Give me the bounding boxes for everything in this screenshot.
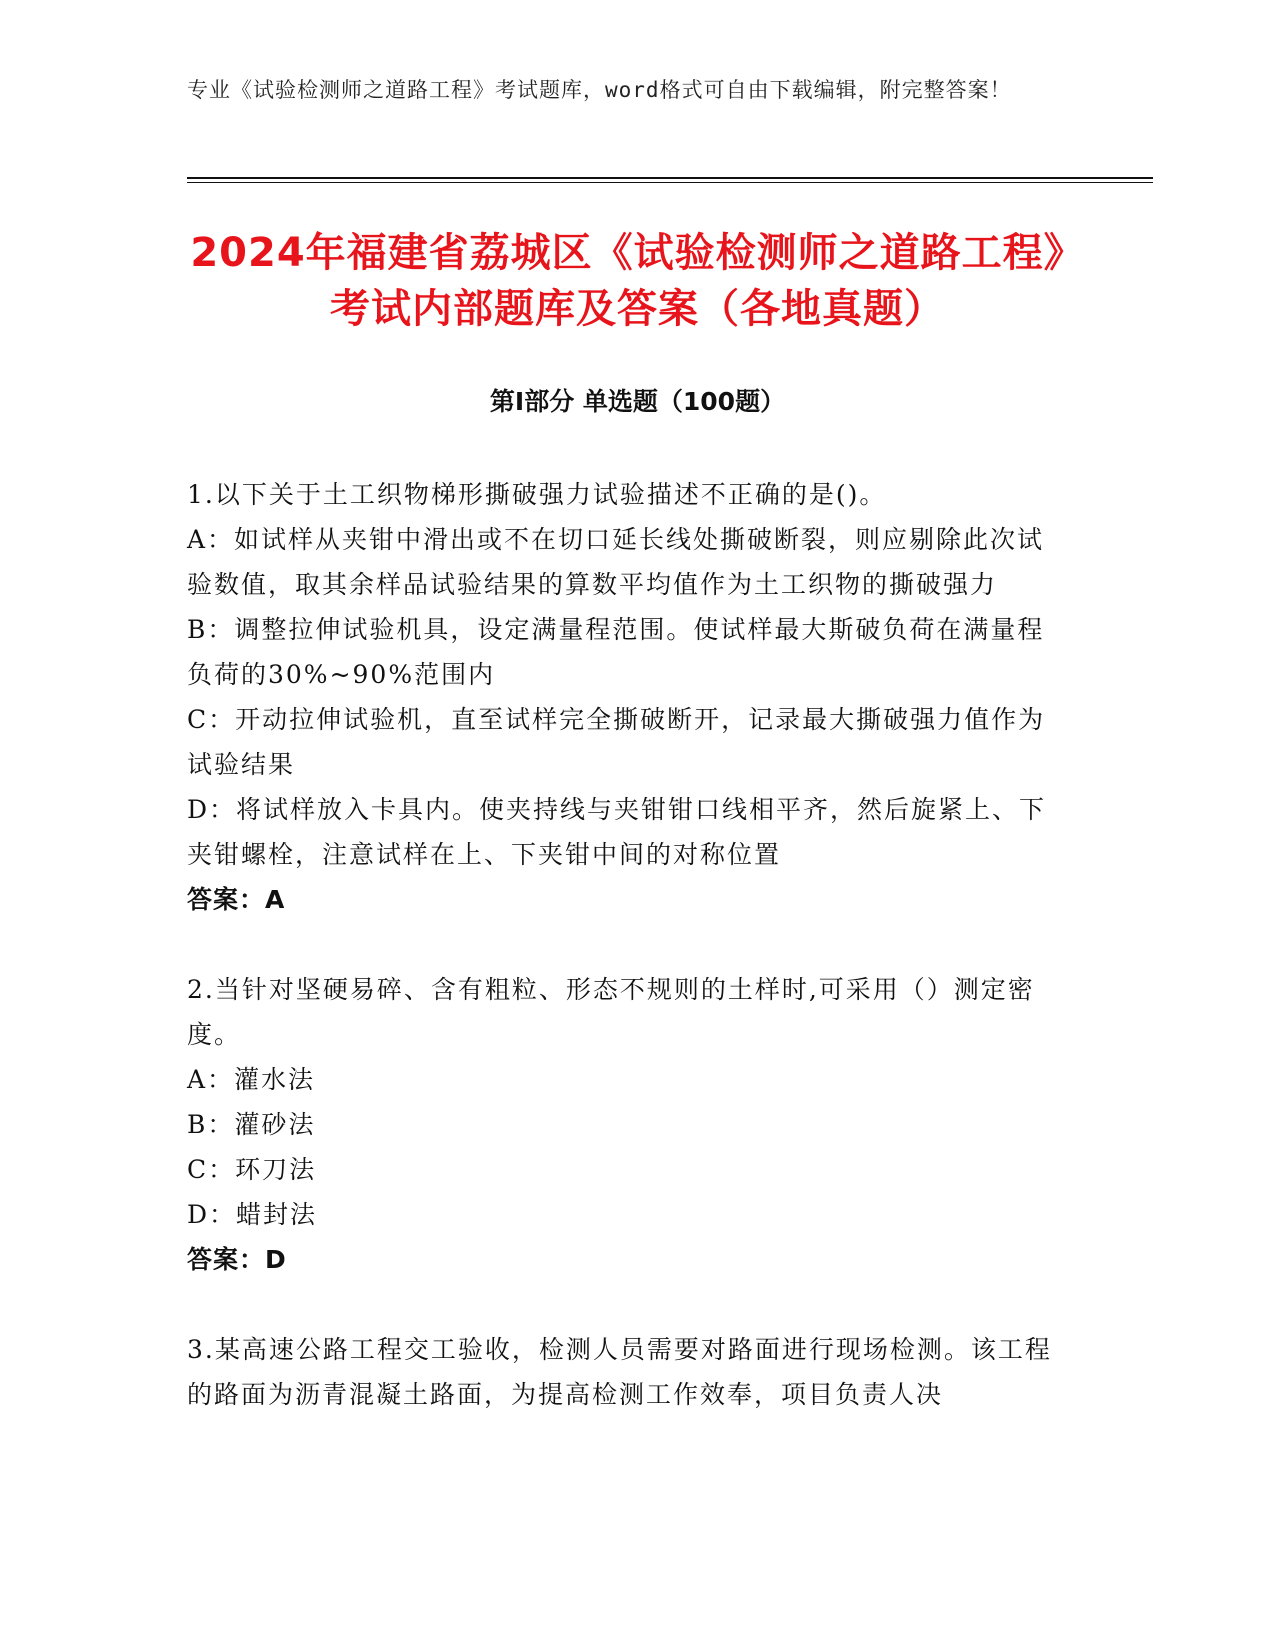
- option-d: D：蜡封法: [187, 1200, 318, 1229]
- question-3: [187, 1327, 1067, 1417]
- option-a: A：如试样从夹钳中滑出或不在切口延长线处撕破断裂，则应剔除此次试验数值，取其余样品试验结果的算数平均值作为土工织物的撕破强力: [187, 525, 1045, 599]
- question-1: [187, 472, 1067, 922]
- question-list: [187, 472, 1067, 1462]
- answer: 答案：A: [187, 885, 286, 914]
- option-c: C：开动拉伸试验机，直至试样完全撕破断开，记录最大撕破强力值作为试验结果: [187, 705, 1046, 779]
- option-b: B：灌砂法: [187, 1110, 316, 1139]
- header-divider-thick: [187, 177, 1153, 179]
- question-stem: 3.某高速公路工程交工验收，检测人员需要对路面进行现场检测。该工程的路面为沥青混凝土路面，为提高检测工作效奉，项目负责人决: [187, 1335, 1052, 1409]
- answer: 答案：D: [187, 1245, 287, 1274]
- question-stem: 1.以下关于土工织物梯形撕破强力试验描述不正确的是()。: [187, 480, 887, 509]
- option-c: C：环刀法: [187, 1155, 317, 1184]
- document-title: 2024年福建省荔城区《试验检测师之道路工程》考试内部题库及答案（各地真题）: [190, 230, 1085, 332]
- header-note: 专业《试验检测师之道路工程》考试题库，word格式可自由下载编辑，附完整答案！: [187, 78, 1012, 102]
- question-stem: 2.当针对坚硬易碎、含有粗粒、形态不规则的土样时,可采用（）测定密度。: [187, 975, 1035, 1049]
- header-divider-thin: [187, 182, 1153, 183]
- option-a: A：灌水法: [187, 1065, 316, 1094]
- option-d: D：将试样放入卡具内。使夹持线与夹钳钳口线相平齐，然后旋紧上、下夹钳螺栓，注意试样在上、下夹钳中间的对称位置: [187, 795, 1047, 869]
- question-2: [187, 967, 1067, 1282]
- section-title: 第Ⅰ部分 单选题（100题）: [489, 387, 786, 416]
- option-b: B：调整拉伸试验机具，设定满量程范围。使试样最大斯破负荷在满量程负荷的30%~90%范围内: [187, 615, 1045, 689]
